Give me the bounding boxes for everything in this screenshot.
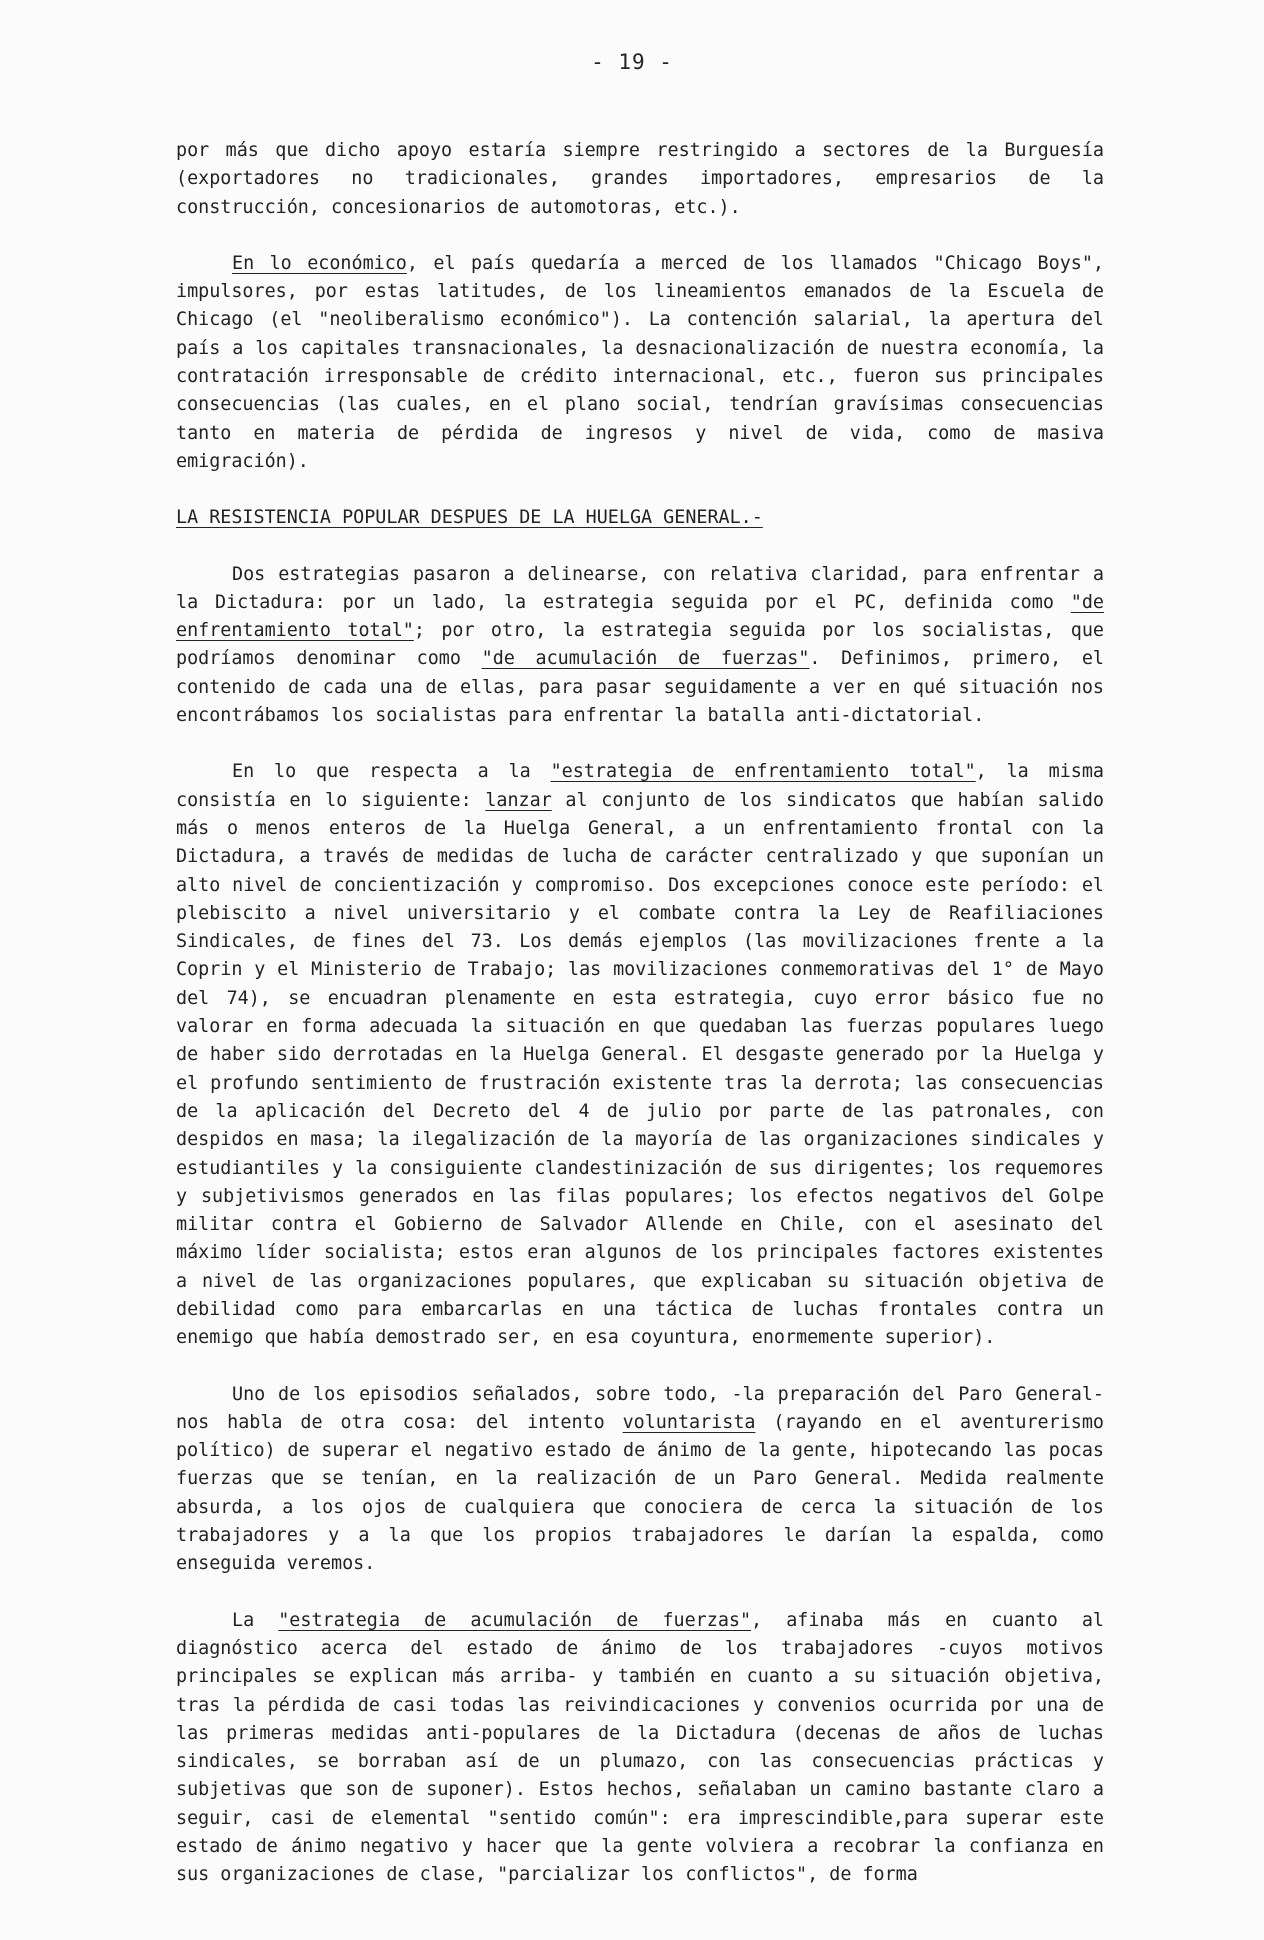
paragraph-5-underlined-1: voluntarista bbox=[622, 1411, 756, 1433]
paragraph-2 bbox=[176, 250, 1104, 476]
paragraph-1: por más que dicho apoyo estaría siempre restringido a sectores de la Burguesía (exportadores no tradicionales, grandes importadores, empresarios de la construcción, concesionarios de automotoras, etc.). bbox=[176, 140, 1104, 218]
section-heading: LA RESISTENCIA POPULAR DESPUES DE LA HUELGA GENERAL.- bbox=[176, 507, 763, 529]
paragraph-6-text-b: , afinaba más en cuanto al diagnóstico acerca del estado de ánimo de los trabajadores -cuyos motivos principales se explican más arriba- y también en cuanto a su situación objetiva, tras la pérdida de casi todas las reivindicaciones y convenios ocurrida por una de las primeras medidas anti-populares de la Dictadura (decenas de años de luchas sindicales, se borraban así de un plumazo, con las consecuencias prácticas y subjetivas que son de suponer). Estos hechos, señalaban un camino bastante claro a seguir, casi de elemental "sentido común": era imprescindible,para superar este estado de ánimo negativo y hacer que la gente volviera a recobrar la confianza en sus organizaciones de clase, "parcializar los conflictos", de forma bbox=[176, 1609, 1104, 1886]
paragraph-3 bbox=[176, 561, 1104, 731]
paragraph-5-text-b: (rayando en el aventurerismo político) de superar el negativo estado de ánimo de la gente, hipotecando las pocas fuerzas que se tenían, en la realización de un Paro General. Medida realmente absurda, a los ojos de cualquiera que conociera de cerca la situación de los trabajadores y a la que los propios trabajadores le darían la espalda, como enseguida veremos. bbox=[176, 1411, 1104, 1575]
page-number: - 19 - bbox=[591, 50, 673, 74]
paragraph-3-text-a: Dos estrategias pasaron a delinearse, con relativa claridad, para enfrentar a la Dictadura: por un lado, la estrategia seguida por el PC, definida como bbox=[176, 563, 1104, 613]
paragraph-2-text: , el país quedaría a merced de los llamados "Chicago Boys", impulsores, por estas latitudes, de los lineamientos emanados de la Escuela de Chicago (el "neoliberalismo económico"). La contención salarial, la apertura del país a los capitales transnacionales, la desnacionalización de nuestra economía, la contratación irresponsable de crédito internacional, etc., fueron sus principales consecuencias (las cuales, en el plano social, tendrían gravísimas consecuencias tanto en materia de pérdida de ingresos y nivel de vida, como de masiva emigración). bbox=[176, 252, 1104, 472]
paragraph-5-text-a: Uno de los episodios señalados, sobre todo, -la preparación del Paro General- nos habla de otra cosa: del intento bbox=[176, 1383, 1104, 1433]
paragraph-3-underlined-1: "de enfrentamiento total" bbox=[176, 591, 1104, 642]
paragraph-6-underlined-1: "estrategia de acumulación de fuerzas" bbox=[278, 1609, 752, 1631]
paragraph-3-text-c: . Definimos, primero, el contenido de cada una de ellas, para pasar seguidamente a ver en qué situación nos encontrábamos los socialistas para enfrentar la batalla anti-dictatorial. bbox=[176, 648, 1104, 727]
paragraph-4-underlined-2: lanzar bbox=[485, 789, 552, 811]
paragraph-6-text-a: La bbox=[232, 1609, 279, 1631]
paragraph-3-underlined-2: "de acumulación de fuerzas" bbox=[481, 648, 810, 670]
paragraph-4-text-b: , la misma consistía en lo siguiente: bbox=[176, 761, 1104, 811]
paragraph-4 bbox=[176, 758, 1104, 1352]
document-body bbox=[176, 137, 1104, 1918]
paragraph-5 bbox=[176, 1381, 1104, 1579]
paragraph-4-text-c: al conjunto de los sindicatos que habían salido más o menos enteros de la Huelga General, a un enfrentamiento frontal con la Dictadura, a través de medidas de lucha de carácter centralizado y que suponían un alto nivel de concientización y compromiso. Dos excepciones conoce este período: el plebiscito a nivel universitario y el combate contra la Ley de Reafiliaciones Sindicales, de fines del 73. Los demás ejemplos (las movilizaciones frente a la Coprin y el Ministerio de Trabajo; las movilizaciones conmemorativas del 1° de Mayo del 74), se encuadran plenamente en esta estrategia, cuyo error básico fue no valorar en forma adecuada la situación en que quedaban las fuerzas populares luego de haber sido derrotadas en la Huelga General. El desgaste generado por la Huelga y el profundo sentimiento de frustración existente tras la derrota; las consecuencias de la aplicación del Decreto del 4 de julio por parte de las patronales, con despidos en masa; la ilegalización de la mayoría de las organizaciones sindicales y estudiantiles y la consiguiente clandestinización de sus dirigentes; los requemores y subjetivismos generados en las filas populares; los efectos negativos del Golpe militar contra el Gobierno de Salvador Allende en Chile, con el asesinato del máximo líder socialista; estos eran algunos de los principales factores existentes a nivel de las organizaciones populares, que explicaban su situación objetiva de debilidad como para embarcarlas en una táctica de luchas frontales contra un enemigo que había demostrado ser, en esa coyuntura, enormemente superior). bbox=[176, 789, 1104, 1349]
paragraph-3-text-b: ; por otro, la estrategia seguida por los socialistas, que podríamos denominar como bbox=[176, 620, 1104, 670]
paragraph-2-underlined-lead: En lo económico bbox=[232, 252, 407, 274]
paragraph-4-text-a: En lo que respecta a la bbox=[232, 761, 551, 783]
paragraph-6 bbox=[176, 1607, 1104, 1890]
paragraph-4-underlined-1: "estrategia de enfrentamiento total" bbox=[550, 761, 976, 783]
